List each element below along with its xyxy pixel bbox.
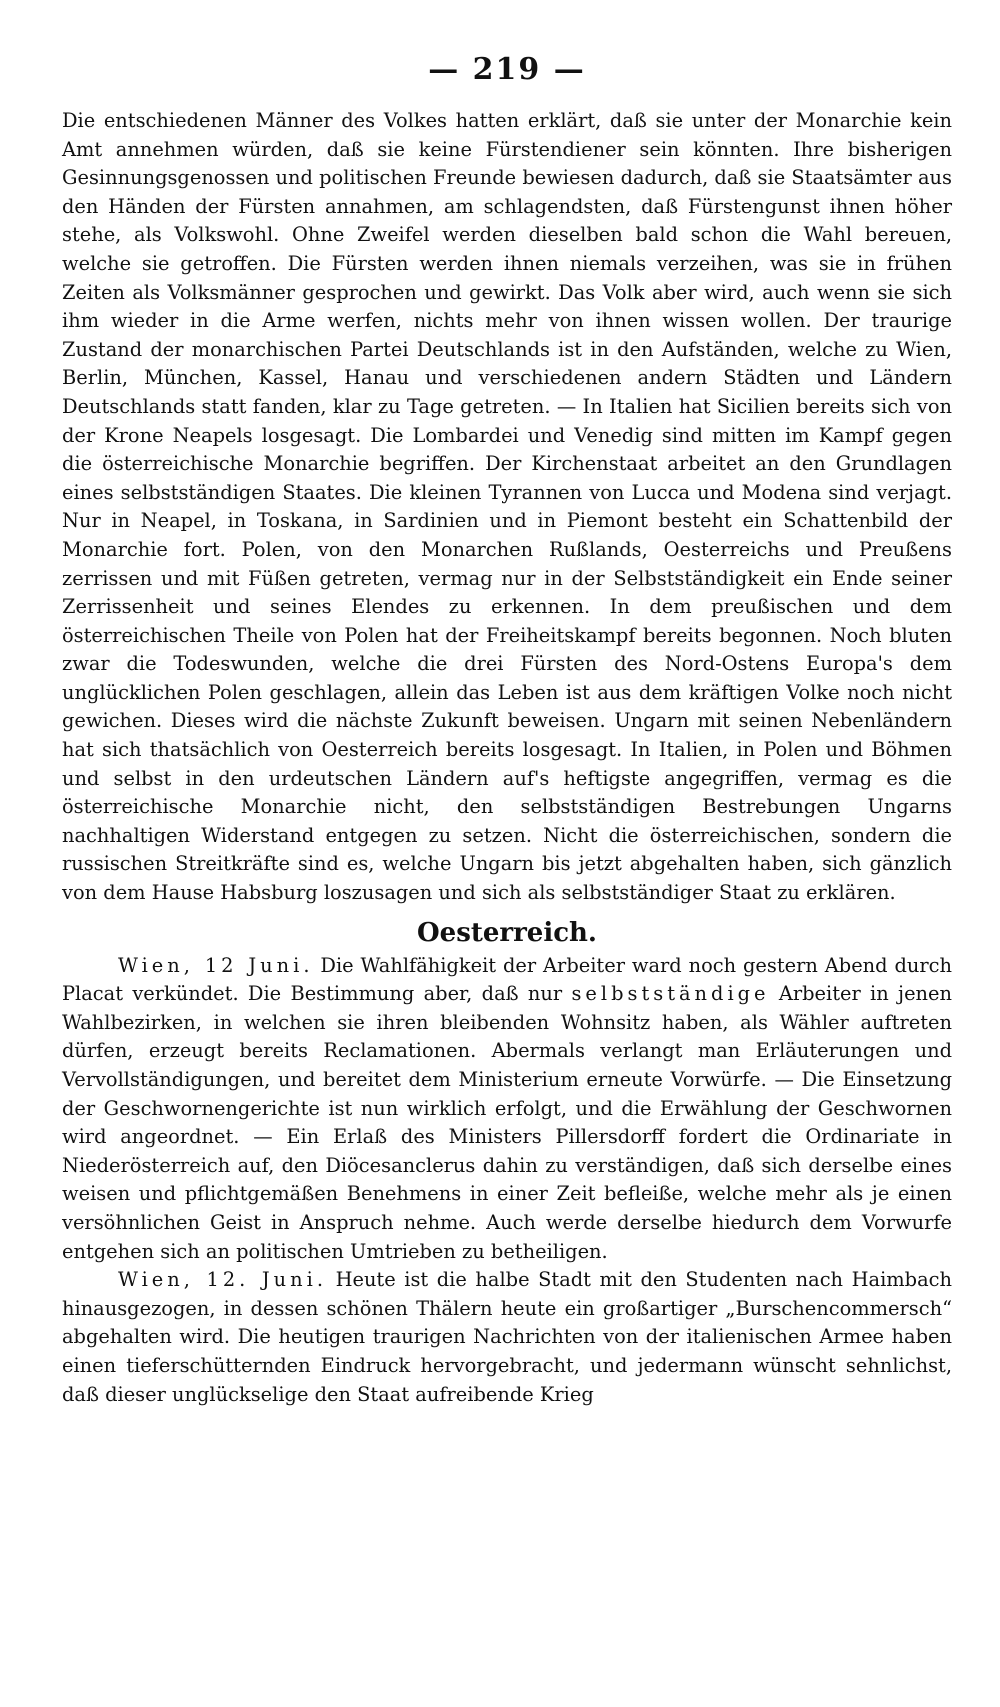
page-body	[62, 52, 952, 1409]
dateline: Wien, 12 Juni.	[118, 953, 314, 977]
section-heading-oesterreich: Oesterreich.	[417, 917, 597, 948]
paragraph-intro: Die entschiedenen Männer des Volkes hatten erklärt, daß sie unter der Monarchie kein Amt annehmen würden, daß sie keine Fürstendiener sein könnten. Ihre bisherigen Gesinnungsgenossen und politischen Freunde bewiesen dadurch, daß sie Staatsämter aus den Händen der Fürsten annahmen, am schlagendsten, daß Fürstengunst ihnen höher stehe, als Volkswohl. Ohne Zweifel werden dieselben bald schon die Wahl bereuen, welche sie getroffen. Die Fürsten werden ihnen niemals verzeihen, was sie in frühen Zeiten als Volksmänner gesprochen und gewirkt. Das Volk aber wird, auch wenn sie sich ihm wieder in die Arme werfen, nichts mehr von ihnen wissen wollen. Der traurige Zustand der monarchischen Partei Deutschlands ist in den Aufständen, welche zu Wien, Berlin, München, Kassel, Hanau und verschiedenen andern Städten und Ländern Deutschlands statt fanden, klar zu Tage getreten. — In Italien hat Sicilien bereits sich von der Krone Neapels losgesagt. Die Lombardei und Venedig sind mitten im Kampf gegen die österreichische Monarchie begriffen. Der Kirchenstaat arbeitet an den Grundlagen eines selbstständigen Staates. Die kleinen Tyrannen von Lucca und Modena sind verjagt. Nur in Neapel, in Toskana, in Sardinien und in Piemont besteht ein Schattenbild der Monarchie fort. Polen, von den Monarchen Rußlands, Oesterreichs und Preußens zerrissen und mit Füßen getreten, vermag nur in der Selbstständigkeit ein Ende seiner Zerrissenheit und seines Elendes zu erkennen. In dem preußischen und dem österreichischen Theile von Polen hat der Freiheitskampf bereits begonnen. Noch bluten zwar die Todeswunden, welche die drei Fürsten des Nord-Ostens Europa's dem unglücklichen Polen geschlagen, allein das Leben ist aus dem kräftigen Volke noch nicht gewichen. Dieses wird die nächste Zukunft beweisen. Ungarn mit seinen Nebenländern hat sich thatsächlich von Oesterreich bereits losgesagt. In Italien, in Polen und Böhmen und selbst in den urdeutschen Ländern auf's heftigste angegriffen, vermag es die österreichische Monarchie nicht, den selbstständigen Bestrebungen Ungarns nachhaltigen Widerstand entgegen zu setzen. Nicht die österreichischen, sondern die russischen Streitkräfte sind es, welche Ungarn bis jetzt abgehalten haben, sich gänzlich von dem Hause Habsburg loszusagen und sich als selbstständiger Staat zu erklären.	[62, 109, 952, 905]
paragraph-text: Arbeiter in jenen Wahlbezirken, in welchen sie ihren bleibenden Wohnsitz haben, als Wähler auftreten dürfen, erzeugt bereits Reclamationen. Abermals verlangt man Erläuterungen und Vervollständigungen, und bereitet dem Ministerium erneute Vorwürfe. — Die Einsetzung der Geschwornengerichte ist nun wirklich erfolgt, und die Erwählung der Geschwornen wird angeordnet. — Ein Erlaß des Ministers Pillersdorff fordert die Ordinariate in Niederösterreich auf, den Diöcesanclerus dahin zu verständigen, daß sich derselbe eines weisen und pflichtgemäßen Benehmens in einer Zeit befleiße, welche mehr als je einen versöhnlichen Geist in Anspruch nehme. Auch werde derselbe hiedurch dem Vorwurfe entgehen sich an politischen Umtrieben zu betheiligen.	[62, 982, 952, 1263]
emphasized-word: selbstständige	[571, 982, 770, 1006]
dateline: Wien, 12. Juni.	[118, 1268, 327, 1292]
paragraph-wien-12-juni-1	[62, 952, 952, 1267]
paragraph-text: Heute ist die halbe Stadt mit den Studenten nach Haimbach hinausgezogen, in dessen schönen Thälern heute ein großartiger „Burschencommersch“ abgehalten wird. Die heutigen traurigen Nachrichten von der italienischen Armee haben einen tieferschütternden Eindruck hervorgebracht, und jedermann wünscht sehnlichst, daß dieser unglückselige den Staat aufreibende Krieg	[62, 1268, 952, 1406]
paragraph-wien-12-juni-2	[62, 1266, 952, 1409]
paragraph-text: Die Wahlfähigkeit der Arbeiter ward noch gestern Abend durch Placat verkündet. Die Bestimmung aber, daß nur	[62, 953, 952, 1006]
page-number: — 219 —	[428, 52, 586, 87]
